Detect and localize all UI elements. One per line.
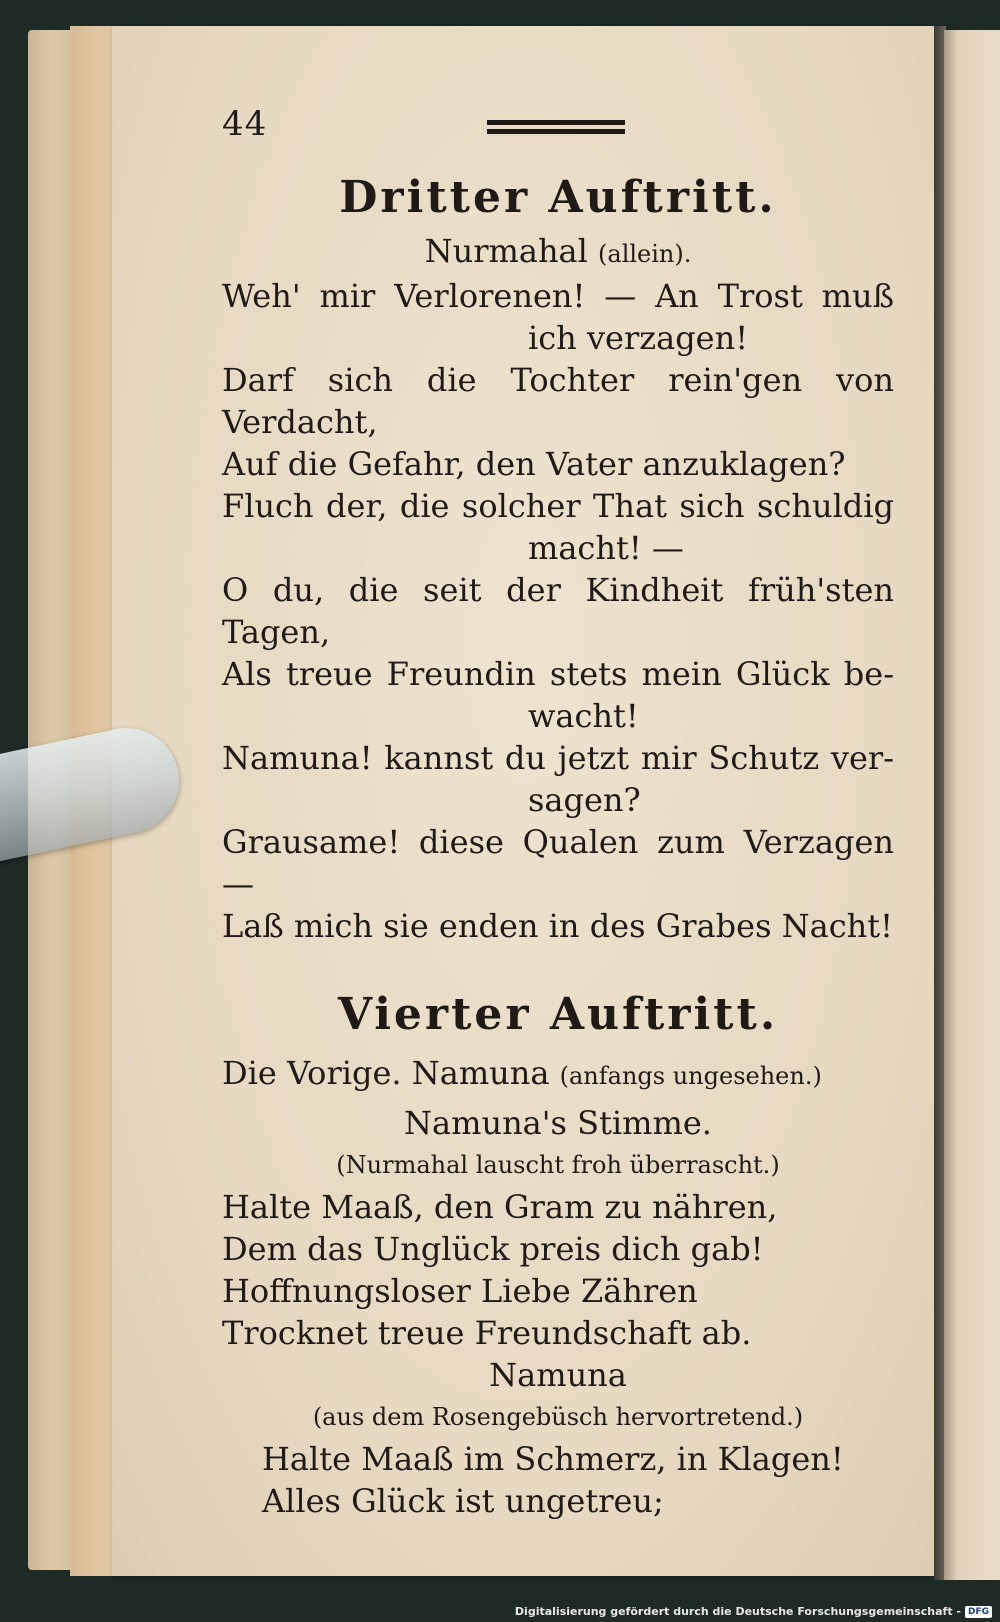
speaker-name: Namuna xyxy=(489,1356,627,1394)
stage-direction: (Nurmahal lauscht froh überrascht.) xyxy=(336,1151,780,1179)
scene-heading-3: Dritter Auftritt. xyxy=(339,172,777,223)
verse-line: Hoffnungsloser Liebe Zähren xyxy=(222,1272,698,1310)
header-double-rule xyxy=(487,120,625,134)
verse-line: macht! — xyxy=(528,529,684,567)
scene-heading-4: Vierter Auftritt. xyxy=(337,989,779,1040)
page-header xyxy=(222,100,894,160)
verse-line: Weh' mir Verlorenen! — An Trost muß xyxy=(222,277,894,315)
stage-direction: (allein). xyxy=(598,240,692,268)
verse-line: Halte Maaß, den Gram zu nähren, xyxy=(222,1188,778,1226)
verse-line: wacht! xyxy=(528,697,639,735)
verse-line: ich verzagen! xyxy=(528,319,749,357)
verse-line: sagen? xyxy=(528,781,641,819)
page-text xyxy=(222,100,894,1522)
cast-names: Die Vorige. Namuna xyxy=(222,1054,550,1092)
verse-line: Grausame! diese Qualen zum Verzagen — xyxy=(222,823,894,903)
verse-line: Halte Maaß im Schmerz, in Klagen! xyxy=(262,1440,844,1478)
verse-line: Auf die Gefahr, den Vater anzuklagen? xyxy=(222,445,846,483)
verse-line: Laß mich sie enden in des Grabes Nacht! xyxy=(222,907,893,945)
verse-line: Dem das Unglück preis dich gab! xyxy=(222,1230,764,1268)
dfg-logo-icon: DFG xyxy=(965,1606,992,1618)
speaker-line xyxy=(222,230,894,275)
verse-line: Namuna! kannst du jetzt mir Schutz ver- xyxy=(222,739,894,777)
facing-page-edge xyxy=(944,30,1000,1580)
verse-line: Fluch der, die solcher That sich schuldig xyxy=(222,487,894,525)
verse-line: Alles Glück ist ungetreu; xyxy=(262,1482,664,1520)
verse-line: Als treue Freundin stets mein Glück be- xyxy=(222,655,894,693)
speaker-name: Namuna's Stimme. xyxy=(404,1104,712,1142)
digitization-credit xyxy=(515,1605,992,1618)
stage-direction: (aus dem Rosengebüsch hervortretend.) xyxy=(312,1403,804,1431)
stage-direction: (anfangs ungesehen.) xyxy=(559,1062,822,1090)
verse-line: Trocknet treue Freundschaft ab. xyxy=(222,1314,752,1352)
cast-line xyxy=(222,1051,894,1098)
speaker-name: Nurmahal xyxy=(424,232,588,270)
verse-line: O du, die seit der Kindheit früh'sten Tagen, xyxy=(222,571,894,651)
credit-text: Digitalisierung gefördert durch die Deutsche Forschungsgemeinschaft - xyxy=(514,1605,961,1618)
verse-line: Darf sich die Tochter rein'gen von Verdacht, xyxy=(222,361,894,441)
page-number: 44 xyxy=(222,104,268,144)
